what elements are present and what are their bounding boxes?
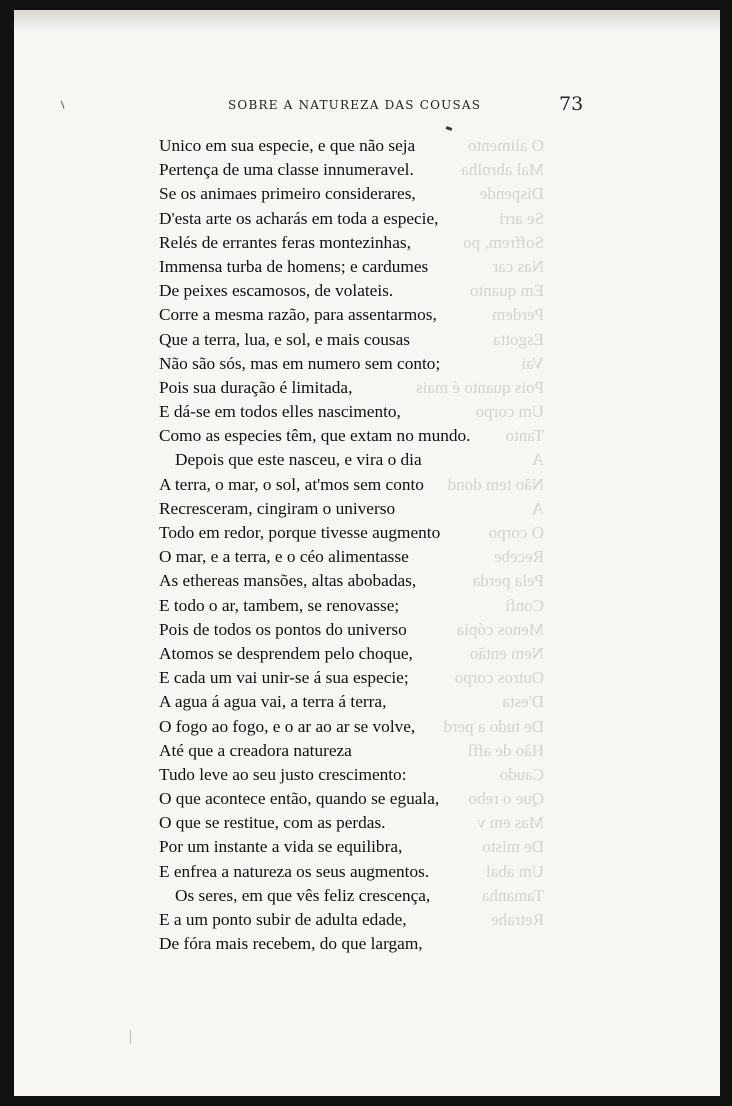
poem-line: Atomos se desprendem pelo choque, bbox=[159, 643, 413, 663]
bleed-through-line: A bbox=[531, 498, 544, 518]
bleed-through-line: Nem então bbox=[469, 643, 544, 663]
poem-line: Pois de todos os pontos do universo bbox=[159, 619, 407, 639]
poem-line: As ethereas mansões, altas abobadas, bbox=[159, 571, 417, 591]
poem-line: D'esta arte os acharás em toda a especie, bbox=[159, 208, 439, 228]
bleed-through-line: O corpo bbox=[488, 523, 544, 542]
scan-mark bbox=[130, 1030, 131, 1044]
scan-mark bbox=[61, 99, 68, 108]
poem-line: O fogo ao fogo, e o ar ao ar se volve, bbox=[159, 716, 416, 736]
bleed-through-line: D'esta bbox=[502, 692, 544, 712]
poem-line: E todo o ar, tambem, se renovasse; bbox=[159, 595, 400, 615]
bleed-through-line: Pela perda bbox=[472, 571, 544, 591]
poem-line: Por um instante a vida se equilibra, bbox=[159, 837, 403, 857]
ink-mark bbox=[446, 126, 453, 131]
poem-line: Os seres, em que vês feliz crescença, bbox=[175, 885, 431, 905]
bleed-through-line: De tudo a perd bbox=[443, 716, 544, 736]
page-number: 73 bbox=[559, 93, 584, 115]
bleed-through-line: Pois quanto é mais bbox=[416, 377, 544, 397]
poem-line: A terra, o mar, o sol, at'mos sem conto bbox=[159, 474, 424, 494]
bleed-through-line: Mal abrolha bbox=[461, 160, 544, 180]
bleed-through-line: Hão de affl bbox=[467, 740, 544, 760]
poem-line: Se os animaes primeiro considerares, bbox=[159, 184, 416, 204]
poem-line: E enfrea a natureza os seus augmentos. bbox=[159, 861, 430, 881]
poem-line: O que acontece então, quando se eguala, bbox=[159, 789, 440, 809]
bleed-through-line: A bbox=[531, 450, 544, 470]
book-page bbox=[14, 10, 720, 1096]
poem-line: Pertença de uma classe innumeravel. bbox=[159, 160, 414, 180]
poem-line: Recresceram, cingiram o universo bbox=[159, 498, 396, 518]
scan-edge bbox=[14, 10, 720, 32]
poem-line: O mar, e a terra, e o céo alimentasse bbox=[159, 547, 409, 567]
bleed-through-line: Tanto bbox=[505, 426, 544, 446]
poem-line: Tudo leve ao seu justo crescimento: bbox=[159, 764, 407, 784]
running-header: SOBRE A NATUREZA DAS COUSAS bbox=[228, 98, 482, 112]
bleed-through-line: Dispende bbox=[479, 184, 544, 204]
poem-line: Que a terra, lua, e sol, e mais cousas bbox=[159, 329, 410, 349]
bleed-through-line: O alimento bbox=[467, 136, 544, 155]
bleed-through-line: Um abal bbox=[485, 861, 544, 881]
bleed-through-line: Vai bbox=[521, 353, 544, 373]
poem-line: A agua á agua vai, a terra á terra, bbox=[159, 692, 387, 712]
poem-line: De fóra mais recebem, do que largam, bbox=[159, 934, 423, 954]
bleed-through-line: Confi bbox=[505, 595, 544, 615]
poem-line: Como as especies têm, que extam no mundo. bbox=[159, 426, 471, 446]
poem-line: Depois que este nasceu, e vira o dia bbox=[175, 450, 422, 470]
poem-line: Immensa turba de homens; e cardumes bbox=[159, 256, 429, 276]
poem-line: Não são sós, mas em numero sem conto; bbox=[159, 353, 441, 373]
bleed-through-line: Não tem dond bbox=[447, 474, 544, 494]
poem-line: Todo em redor, porque tivesse augmento bbox=[159, 523, 441, 542]
bleed-through-line: Esgotta bbox=[493, 329, 544, 349]
bleed-through-line: Mas em v bbox=[476, 813, 544, 833]
bleed-through-line: Um corpo bbox=[475, 402, 544, 422]
bleed-through-line: Tamanha bbox=[481, 885, 544, 905]
bleed-through-line: Nas car bbox=[492, 256, 544, 276]
bleed-through-line: Retrahe bbox=[491, 910, 544, 929]
poem-line: De peixes escamosos, de volateis. bbox=[159, 281, 394, 301]
poem-line: Pois sua duração é limitada, bbox=[159, 377, 353, 397]
bleed-through-line: Em quanto bbox=[469, 281, 544, 301]
poem-line: E cada um vai unir-se á sua especie; bbox=[159, 668, 409, 688]
bleed-through-line: Caudo bbox=[499, 764, 544, 784]
bleed-through-line: Outros corpo bbox=[454, 668, 544, 688]
poem-line: Unico em sua especie, e que não seja bbox=[159, 136, 416, 155]
poem-line: Até que a creadora natureza bbox=[159, 740, 352, 760]
poem-line: O que se restitue, com as perdas. bbox=[159, 813, 386, 833]
poem-line: Corre a mesma razão, para assentarmos, bbox=[159, 305, 437, 325]
bleed-through-line: De misto bbox=[482, 837, 544, 857]
bleed-through-line: Perdem bbox=[492, 305, 544, 325]
poem-line: Relés de errantes feras montezinhas, bbox=[159, 232, 411, 252]
poem-line: E a um ponto subir de adulta edade, bbox=[159, 910, 407, 929]
bleed-through-line: Que o rebo bbox=[468, 789, 544, 809]
poem-line: E dá-se em todos elles nascimento, bbox=[159, 402, 401, 422]
bleed-through-line: Soffrem, po bbox=[463, 232, 544, 252]
bleed-through-line: Recebe bbox=[493, 547, 544, 567]
poem-text bbox=[159, 134, 579, 956]
bleed-through-line: Menos cópia bbox=[456, 619, 544, 639]
bleed-through-line: Se arri bbox=[499, 208, 544, 228]
